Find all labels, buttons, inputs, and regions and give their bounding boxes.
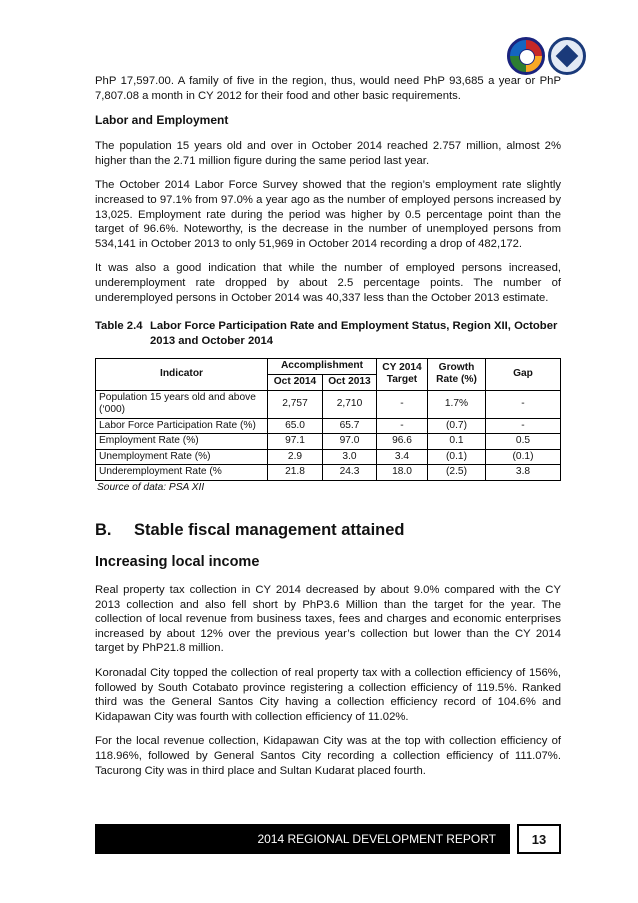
cell-indicator: Unemployment Rate (%) (96, 449, 268, 465)
cell-target: 18.0 (377, 465, 428, 481)
footer-label: REGIONAL DEVELOPMENT REPORT (287, 832, 496, 846)
header-accomplishment: Accomplishment (268, 359, 377, 375)
cell-oct-2014: 21.8 (268, 465, 323, 481)
cell-indicator: Employment Rate (%) (96, 434, 268, 450)
cell-oct-2013: 65.7 (323, 418, 377, 434)
cell-growth: (2.5) (428, 465, 486, 481)
cell-oct-2014: 97.1 (268, 434, 323, 450)
table-row (96, 434, 561, 450)
intro-paragraph: PhP 17,597.00. A family of five in the region, thus, would need PhP 93,685 a year or PhP 7,807.08 a month in CY 2012 for their food and other basic requirements. (95, 75, 561, 102)
table-caption-text: Labor Force Participation Rate and Employment Status, Region XII, October 2013 and October 2014 (150, 320, 558, 347)
table-caption-number: Table 2.4 (95, 320, 143, 333)
cell-target: 96.6 (377, 434, 428, 450)
cell-oct-2013: 2,710 (323, 390, 377, 418)
cell-growth: 1.7% (428, 390, 486, 418)
header-gap: Gap (486, 359, 561, 390)
fiscal-paragraph-2: Koronadal City topped the collection of real property tax with a collection efficiency of 156%, followed by South Cotabato province registering a collection efficiency of 119.5%. Ranked third was the General Santos City having a collection efficiency record of 104.6% and Kidapawan City was fourth with collection efficiency of 11.02%. (95, 667, 561, 723)
cell-growth: (0.7) (428, 418, 486, 434)
footer-banner (95, 824, 510, 854)
cell-gap: (0.1) (486, 449, 561, 465)
neda-seal-logo (507, 37, 545, 75)
table-caption (95, 319, 561, 348)
header-indicator: Indicator (96, 359, 268, 390)
cell-oct-2014: 2,757 (268, 390, 323, 418)
table-row (96, 418, 561, 434)
cell-target: - (377, 390, 428, 418)
cell-growth: (0.1) (428, 449, 486, 465)
section-b-heading (95, 521, 561, 540)
cell-oct-2013: 3.0 (323, 449, 377, 465)
cell-growth: 0.1 (428, 434, 486, 450)
cell-indicator: Underemployment Rate (% (96, 465, 268, 481)
table-row (96, 390, 561, 418)
cell-gap: 0.5 (486, 434, 561, 450)
labor-heading: Labor and Employment (95, 113, 229, 128)
page-number: 13 (517, 824, 561, 854)
labor-paragraph-1: The population 15 years old and over in October 2014 reached 2.757 million, almost 2% higher than the 2.71 million figure during the same period last year. (95, 140, 561, 167)
page-content (95, 74, 561, 788)
section-b-letter: B. (95, 521, 112, 540)
cell-indicator: Labor Force Participation Rate (%) (96, 418, 268, 434)
labor-force-table (95, 358, 561, 481)
cell-oct-2013: 97.0 (323, 434, 377, 450)
labor-paragraph-2: The October 2014 Labor Force Survey showed that the region’s employment rate slightly increased to 97.1% from 97.0% a year ago as the number of employed persons increased by 13,025. Employment rate during the period was higher by 0.5 percentage point than the target of 96.6%. Noteworthy, is the decrease in the number of unemployed persons from 534,141 in October 2013 to only 51,969 in October 2014 recording a drop of 482,172. (95, 179, 561, 250)
fiscal-paragraph-1: Real property tax collection in CY 2014 decreased by about 9.0% compared with the CY 2013 collection and also fell short by PhP3.6 Million than the target for the year. The collection of local revenue from business taxes, fees and charges and economic enterprises increased by about 12% over the previous year’s collection but lower than the CY 2014 target by PhP21.8 million. (95, 584, 561, 655)
cell-oct-2013: 24.3 (323, 465, 377, 481)
header-oct-2013: Oct 2013 (323, 374, 377, 390)
header-growth-rate: Growth Rate (%) (428, 359, 486, 390)
header-logos (507, 37, 586, 75)
table-source-note: Source of data: PSA XII (97, 482, 205, 494)
cell-target: - (377, 418, 428, 434)
cell-oct-2014: 2.9 (268, 449, 323, 465)
table-row (96, 449, 561, 465)
page-footer (95, 824, 561, 854)
cell-gap: - (486, 418, 561, 434)
header-cy-target: CY 2014 Target (377, 359, 428, 390)
header-oct-2014: Oct 2014 (268, 374, 323, 390)
cell-gap: 3.8 (486, 465, 561, 481)
footer-year: 2014 (257, 832, 285, 846)
cell-indicator: Population 15 years old and above (‘000) (96, 390, 268, 418)
labor-paragraph-3: It was also a good indication that while the number of employed persons increased, underemployment rate dropped by about 2.5 percentage points. The number of underemployed persons in October 2014 was 40,337 less than the October 2013 estimate. (95, 262, 561, 304)
section-b-subheading: Increasing local income (95, 554, 260, 571)
cell-gap: - (486, 390, 561, 418)
cell-oct-2014: 65.0 (268, 418, 323, 434)
fiscal-paragraph-3: For the local revenue collection, Kidapawan City was at the top with collection efficiency of 118.96%, followed by General Santos City recording a collection efficiency of 111.07%. Tacurong City was in third place and Sultan Kudarat placed fourth. (95, 735, 561, 777)
region-xii-seal-logo (548, 37, 586, 75)
cell-target: 3.4 (377, 449, 428, 465)
table-row (96, 465, 561, 481)
section-b-title: Stable fiscal management attained (134, 521, 405, 540)
